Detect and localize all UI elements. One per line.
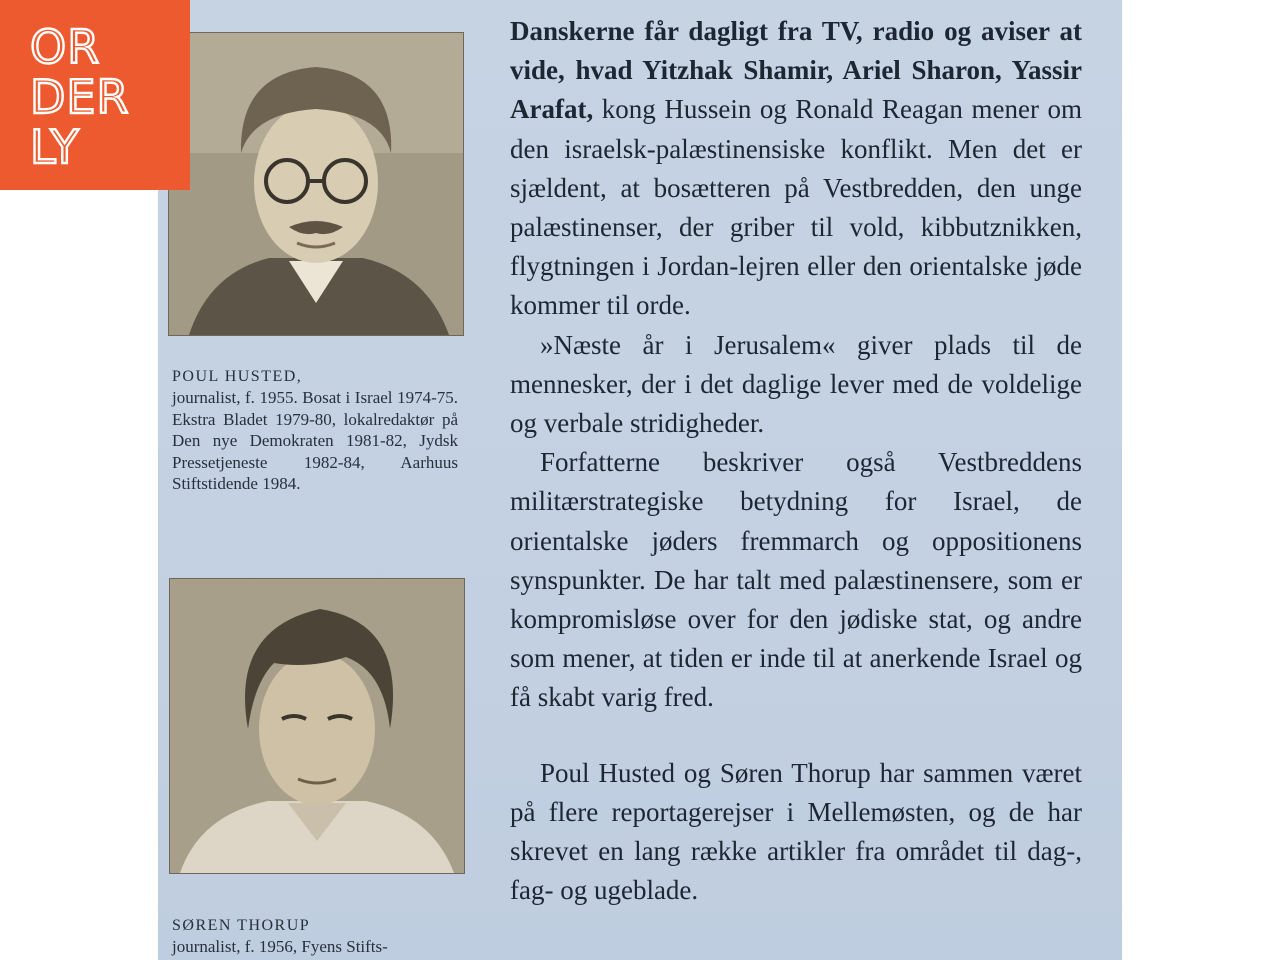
- author-name: POUL HUSTED,: [172, 368, 303, 385]
- blurb-paragraph-1-rest: kong Hussein og Ronald Reagan mener om den israelsk-palæstinensiske konflikt. Men det er sjældent, at bosætteren på Vestbredden, den unge palæstinenser, der griber til vold, kibbutznikken, flygtningen i Jordan-lejren eller den orientalske jøde kommer til orde.: [510, 94, 1082, 321]
- logo-line: DER: [30, 70, 130, 124]
- paragraph-spacer: [510, 718, 1082, 754]
- author-caption-soren-thorup: [172, 915, 458, 958]
- author-bio: journalist, f. 1956, Fyens Stifts-: [172, 937, 388, 957]
- blurb-paragraph-4: Poul Husted og Søren Thorup har sammen været på flere reportagerejser i Mellemøsten, og de har skrevet en lang række artikler fra området til dag-, fag- og ugeblade.: [510, 757, 1082, 906]
- blurb-paragraph-1: [510, 12, 1082, 326]
- logo-line: LY: [30, 120, 80, 174]
- blurb-paragraph-3: Forfatterne beskriver også Vestbreddens militærstrategiske betydning for Israel, de orientalske jøders fremmarch og oppositionens synspunkter. De har talt med palæstinensere, som er kompromisløse over for den jødiske stat, og andre som mener, at tiden er inde til at anerkende Israel og få skabt varig fred.: [510, 447, 1082, 713]
- blurb-paragraph-2: »Næste år i Jerusalem« giver plads til de mennesker, der i det daglige lever med de voldelige og verbale stridigheder.: [510, 329, 1082, 439]
- book-back-cover: [158, 0, 1122, 960]
- logo-line: OR: [30, 20, 101, 74]
- author-photo-soren-thorup: [169, 578, 465, 874]
- author-photo-poul-husted: [168, 32, 464, 336]
- orderly-logo: [0, 0, 190, 190]
- blurb-text: [510, 12, 1082, 910]
- author-caption-poul-husted: [172, 366, 458, 494]
- author-bio: journalist, f. 1955. Bosat i Israel 1974-75. Ekstra Bladet 1979-80, lokalredaktør på Den nye Demokraten 1981-82, Jydsk Pressetjeneste 1982-84, Aarhuus Stiftstidende 1984.: [172, 388, 458, 494]
- blurb-lead: Danskerne får dagligt fra TV, radio og aviser at vide, hvad Yitzhak Shamir, Ariel Sharon, Yassir Arafat,: [510, 16, 1082, 125]
- author-name: SØREN THORUP: [172, 917, 311, 934]
